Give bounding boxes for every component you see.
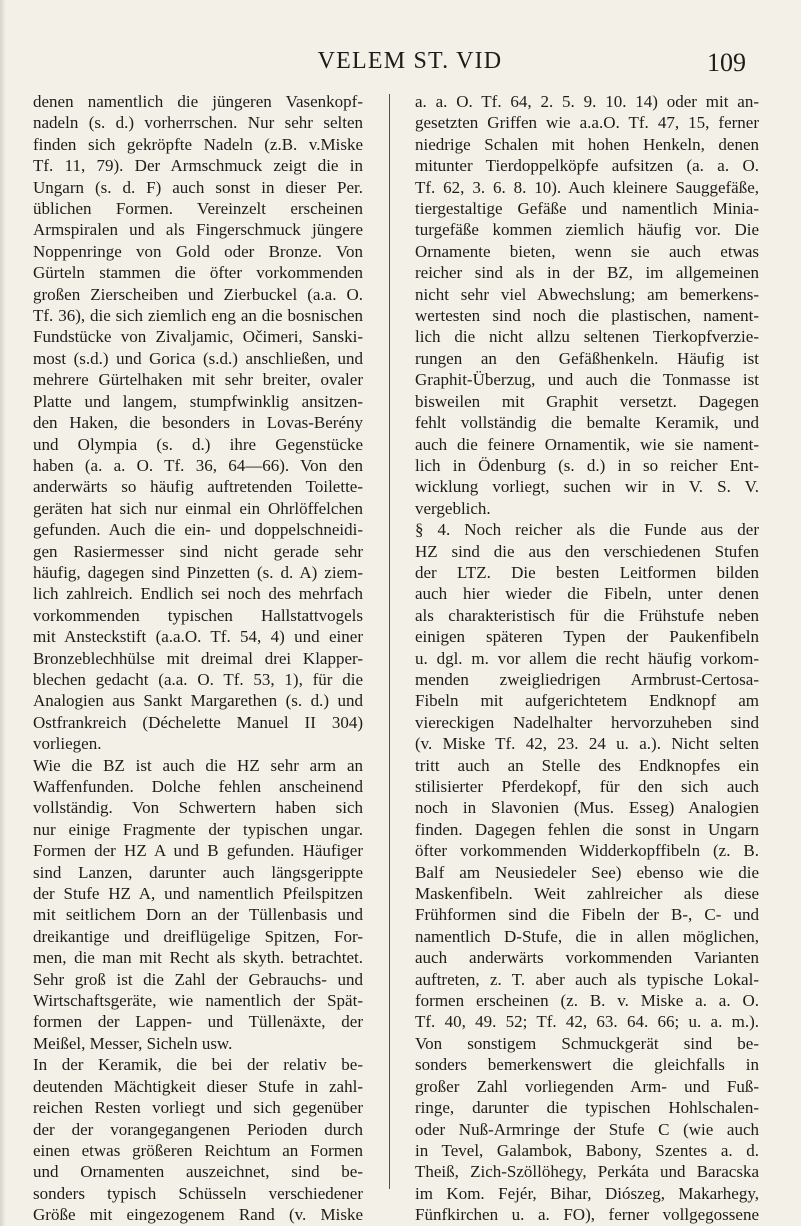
text-line: sind Lanzen, darunter auch längsgerippte: [33, 862, 363, 882]
text-line: einigen späteren Typen der Paukenfibeln: [415, 627, 759, 647]
text-line: und Ornamenten auszeichnet, sind be-: [33, 1162, 363, 1182]
text-line: Graphit-Überzug, und auch die Tonmasse ist: [415, 370, 759, 390]
text-line: auch die feinere Ornamentik, wie sie nament-: [415, 434, 759, 454]
text-line: u. dgl. m. vor allem die recht häufig vorkom-: [415, 648, 759, 668]
text-line: Bronzeblechhülse mit dreimal drei Klapper-: [33, 648, 363, 668]
text-line: deutenden Mächtigkeit dieser Stufe in zahl-: [33, 1076, 363, 1096]
text-line: formen erscheinen (z. B. v. Miske a. a. O.: [415, 991, 759, 1011]
text-line: Tf. 40, 49. 52; Tf. 42, 63. 64. 66; u. a. m.).: [415, 1012, 759, 1032]
text-line: häufig, dagegen sind Pinzetten (s. d. A) ziem-: [33, 562, 363, 582]
text-line: auch hier wieder die Fibeln, unter denen: [415, 584, 759, 604]
text-line: wicklung vorliegt, suchen wir in V. S. V.: [415, 477, 759, 497]
text-line: lich die nicht allzu seltenen Tierkopfverzie-: [415, 327, 759, 347]
text-line: Platte und langem, stumpfwinklig ansitzen-: [33, 391, 363, 411]
text-line: haben (a. a. O. Tf. 36, 64—66). Von den: [33, 455, 363, 475]
running-head: VELEM ST. VID: [317, 48, 503, 74]
text-line: nadeln (s. d.) vorherrschen. Nur sehr selten: [33, 113, 363, 133]
text-line: lich zahlreich. Endlich sei noch des mehrfach: [33, 584, 363, 604]
text-line: anderwärts so häufig auftretenden Toilette-: [33, 477, 363, 497]
text-line: vorliegen.: [33, 734, 102, 754]
text-line: In der Keramik, die bei der relativ be-: [33, 1055, 363, 1075]
text-line: den Haken, die besonders in Lovas-Berény: [33, 413, 363, 433]
text-line: Sehr groß ist die Zahl der Gebrauchs- und: [33, 969, 363, 989]
text-line: Fundstücke von Zivaljamic, Očimeri, Sanski-: [33, 327, 363, 347]
text-line: HZ sind die aus den verschiedenen Stufen: [415, 541, 759, 561]
text-line: als charakteristisch für die Frühstufe neben: [415, 605, 759, 625]
text-line: im Kom. Fejér, Bihar, Diószeg, Makarhegy,: [415, 1183, 759, 1203]
text-line: fehlt vollständig die bemalte Keramik, und: [415, 413, 759, 433]
text-line: finden sich gekröpfte Nadeln (z.B. v.Miske: [33, 134, 363, 154]
text-line: vorkommenden typischen Hallstattvogels: [33, 605, 363, 625]
text-line: Maskenfibeln. Weit zahlreicher als diese: [415, 884, 759, 904]
text-line: üblichen Formen. Vereinzelt erscheinen: [33, 199, 363, 219]
text-line: denen namentlich die jüngeren Vasenkopf-: [33, 92, 363, 111]
text-line: (v. Miske Tf. 42, 23. 24 u. a.). Nicht selten: [415, 734, 759, 754]
text-line: Armspiralen und als Fingerschmuck jüngere: [33, 220, 363, 240]
text-line: lich in Ödenburg (s. d.) in so reicher Ent-: [415, 455, 759, 475]
text-line: Tf. 11, 79). Der Armschmuck zeigt die in: [33, 156, 363, 176]
text-line: rungen an den Gefäßhenkeln. Häufig ist: [415, 348, 759, 368]
text-line: § 4. Noch reicher als die Funde aus der: [415, 520, 759, 540]
text-line: finden. Dagegen fehlen die sonst in Ungarn: [415, 819, 759, 839]
column-divider: [389, 94, 390, 1189]
text-line: Theiß, Zich-Szöllöhegy, Perkáta und Baracska: [415, 1162, 759, 1182]
text-line: Meißel, Messer, Sicheln usw.: [33, 1033, 233, 1053]
text-line: Wirtschaftsgeräte, wie namentlich der Spät-: [33, 991, 363, 1011]
text-line: und Olympia (s. d.) ihre Gegenstücke: [33, 434, 363, 454]
text-line: öfter vorkommenden Widderkopffibeln (z. B.: [415, 841, 759, 861]
text-line: Balf am Neusiedeler See) ebenso wie die: [415, 862, 759, 882]
text-line: der LTZ. Die besten Leitformen bilden: [415, 562, 759, 582]
text-line: in Tevel, Galambok, Babony, Szentes a. d.: [415, 1140, 759, 1160]
text-line: einen etwas größeren Reichtum an Formen: [33, 1140, 363, 1160]
text-line: men, die man mit Recht als skyth. betrachtet.: [33, 948, 363, 968]
text-line: Fünfkirchen u. a. FO), ferner vollgegossene: [415, 1205, 759, 1225]
text-line: reicher sind als in der BZ, im allgemeinen: [415, 263, 759, 283]
text-line: tritt auch an Stelle des Endknopfes ein: [415, 755, 759, 775]
text-line: mitunter Tierdoppelköpfe aufsitzen (a. a. O.: [415, 156, 759, 176]
text-line: Fibeln mit aufgerichtetem Endknopf am: [415, 691, 759, 711]
text-line: der Stufe HZ A, und namentlich Pfeilspitzen: [33, 884, 363, 904]
text-line: turgefäße kommen ziemlich häufig vor. Die: [415, 220, 759, 240]
text-line: großer Zahl vorliegenden Arm- und Fuß-: [415, 1076, 759, 1096]
text-line: Von sonstigem Schmuckgerät sind be-: [415, 1033, 759, 1053]
text-line: wertesten sind noch die plastischen, nament-: [415, 306, 759, 326]
text-line: Analogien aus Sankt Margarethen (s. d.) und: [33, 691, 363, 711]
text-line: großen Zierscheiben und Zierbuckel (a.a. O.: [33, 284, 363, 304]
page-number: 109: [707, 48, 746, 77]
text-line: Ornamente bieten, wenn sie auch etwas: [415, 241, 759, 261]
text-line: vollständig. Von Schwertern haben sich: [33, 798, 363, 818]
text-line: Wie die BZ ist auch die HZ sehr arm an: [33, 755, 363, 775]
text-line: most (s.d.) und Gorica (s.d.) anschließen, und: [33, 348, 363, 368]
right-text-column: [415, 91, 759, 1226]
text-line: niedrige Schalen mit hohen Henkeln, denen: [415, 134, 759, 154]
left-text-column: [33, 91, 363, 1226]
text-line: sonders typisch Schüsseln verschiedener: [33, 1183, 363, 1203]
text-line: Ostfrankreich (Déchelette Manuel II 304): [33, 712, 363, 732]
text-line: Ungarn (s. d. F) auch sonst in dieser Per.: [33, 177, 363, 197]
text-line: der der vorangegangenen Perioden durch: [33, 1119, 363, 1139]
page-header: [0, 48, 801, 88]
text-line: Noppenringe von Gold oder Bronze. Von: [33, 241, 363, 261]
text-line: namentlich D-Stufe, die in allen möglichen,: [415, 926, 759, 946]
text-line: blechen gedacht (a.a. O. Tf. 53, 1), für die: [33, 669, 363, 689]
text-line: gefunden. Auch die ein- und doppelschneidi-: [33, 520, 363, 540]
text-line: auftreten, z. T. aber auch als typische Lokal-: [415, 969, 759, 989]
text-line: a. a. O. Tf. 64, 2. 5. 9. 10. 14) oder mit an-: [415, 92, 759, 111]
text-line: mit Ansteckstift (a.a.O. Tf. 54, 4) und einer: [33, 627, 363, 647]
text-line: mehrere Gürtelhaken mit sehr breiter, ovaler: [33, 370, 363, 390]
text-line: vergeblich.: [415, 498, 491, 518]
text-line: nur einige Fragmente der typischen ungar.: [33, 819, 363, 839]
text-line: gen Rasiermesser sind nicht gerade sehr: [33, 541, 363, 561]
text-line: Tf. 62, 3. 6. 8. 10). Auch kleinere Sauggefäße,: [415, 177, 759, 197]
text-line: dreikantige und dreiflügelige Spitzen, For-: [33, 926, 363, 946]
text-line: Tf. 36), die sich ziemlich eng an die bosnischen: [33, 306, 363, 326]
text-line: Gürteln stammen die öfter vorkommenden: [33, 263, 363, 283]
text-line: menden zweigliedrigen Armbrust-Certosa-: [415, 669, 759, 689]
text-line: gesetzten Griffen wie a.a.O. Tf. 47, 15, ferner: [415, 113, 759, 133]
text-line: ringe, darunter die typischen Hohlschalen-: [415, 1098, 759, 1118]
text-line: auch anderwärts vorkommenden Varianten: [415, 948, 759, 968]
text-line: stilisierter Pferdekopf, für den sich auch: [415, 777, 759, 796]
text-line: Frühformen sind die Fibeln der B-, C- und: [415, 905, 759, 925]
page-gutter-shadow: [0, 0, 6, 1226]
text-line: nicht sehr viel Abwechslung; am bemerkens-: [415, 284, 759, 304]
text-line: oder Nuß-Armringe der Stufe C (wie auch: [415, 1119, 759, 1139]
text-line: geräten hat sich nur einmal ein Ohrlöffelchen: [33, 498, 363, 518]
text-line: noch in Slavonien (Mus. Esseg) Analogien: [415, 798, 759, 818]
text-line: sonders bemerkenswert die gleichfalls in: [415, 1055, 759, 1075]
text-line: formen der Lappen- und Tüllenäxte, der: [33, 1012, 363, 1032]
text-line: Größe mit eingezogenem Rand (v. Miske: [33, 1205, 363, 1225]
text-line: Formen der HZ A und B gefunden. Häufiger: [33, 841, 363, 861]
text-line: bisweilen mit Graphit versetzt. Dagegen: [415, 391, 759, 411]
text-line: tiergestaltige Gefäße und namentlich Minia-: [415, 199, 759, 219]
text-line: viereckigen Nadelhalter hervorzuheben sind: [415, 712, 759, 732]
text-line: reichen Resten vorliegt und sich gegenüber: [33, 1098, 363, 1118]
text-line: Waffenfunden. Dolche fehlen anscheinend: [33, 777, 363, 796]
text-line: mit seitlichem Dorn an der Tüllenbasis und: [33, 905, 363, 925]
